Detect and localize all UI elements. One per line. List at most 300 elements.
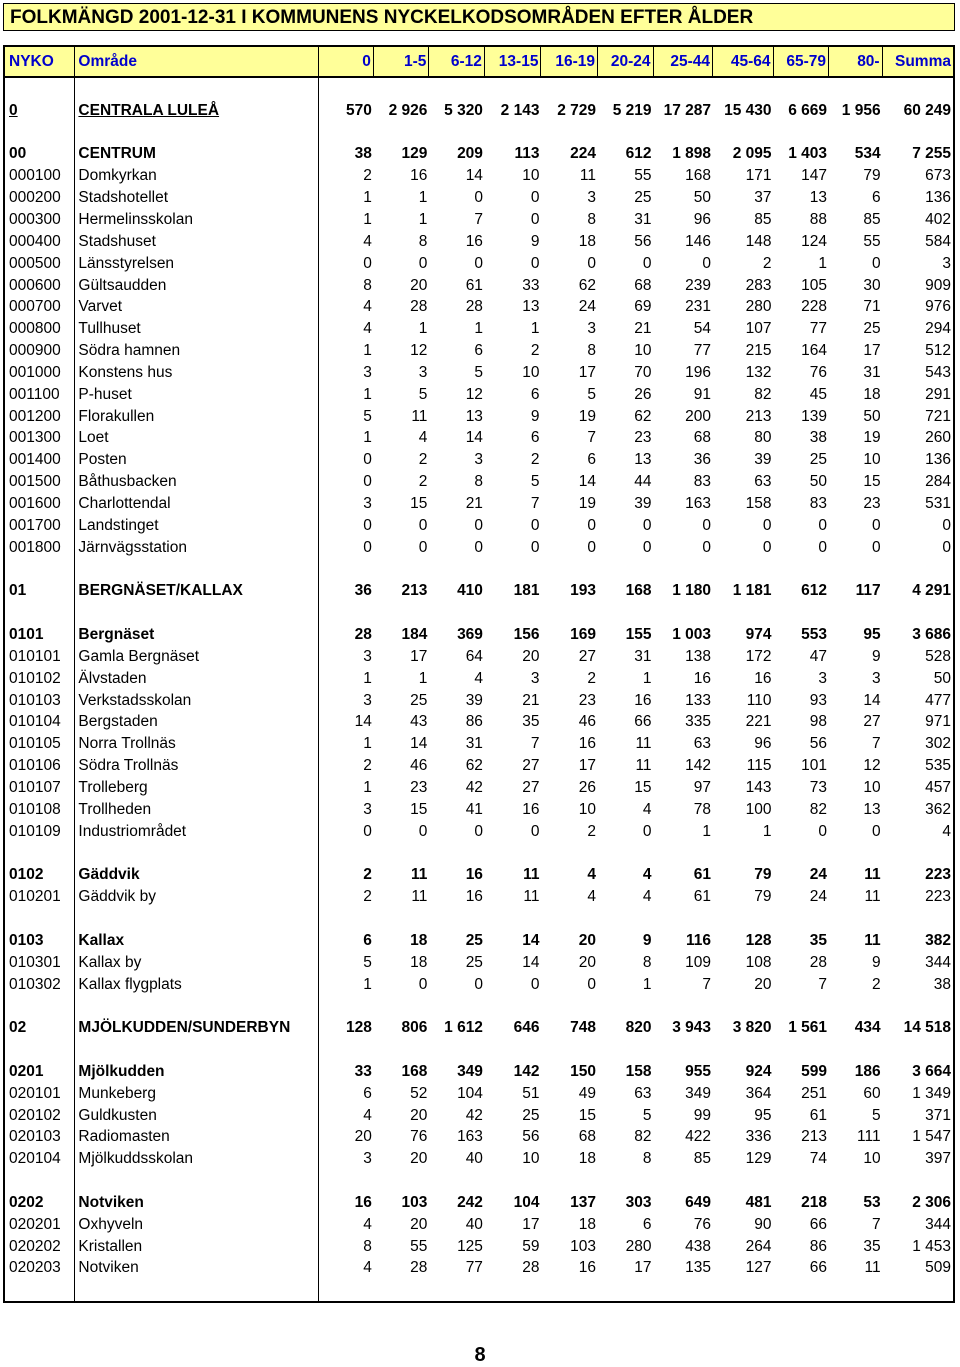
value-cell: 14: [578, 473, 596, 491]
value-cell: [374, 1170, 430, 1192]
value-cell: 2: [762, 254, 772, 272]
area-cell: [75, 122, 319, 144]
value-cell: 1: [702, 822, 712, 840]
value-cell: 24: [809, 866, 828, 884]
table-row: [5, 362, 953, 384]
value-cell: [713, 995, 773, 1017]
value-cell: 36: [693, 451, 712, 469]
area-cell: Industriområdet: [75, 821, 319, 843]
area-cell: [75, 908, 319, 930]
value-cell: 4: [363, 320, 372, 338]
value-cell: 6 669: [788, 101, 828, 119]
value-cell: 27: [522, 778, 540, 796]
value-cell: 1: [363, 385, 372, 403]
value-cell: 47: [809, 647, 828, 665]
value-cell: 101: [801, 757, 828, 775]
area-cell: Stadshotellet: [75, 187, 319, 209]
value-cell: 10: [522, 1150, 540, 1168]
value-cell: 23: [863, 494, 881, 512]
value-cell: 0: [363, 516, 372, 534]
column-header: 25-44: [654, 47, 714, 76]
area-cell: Kristallen: [75, 1236, 319, 1258]
table-row: [5, 493, 953, 515]
value-cell: 599: [801, 1062, 828, 1080]
value-cell: 69: [634, 298, 652, 316]
value-cell: 3: [942, 254, 951, 272]
table-row: [5, 253, 953, 275]
value-cell: 55: [634, 167, 652, 185]
nyko-cell: 000900: [5, 340, 75, 362]
nyko-cell: [5, 908, 75, 930]
table-row: [5, 1083, 953, 1105]
value-cell: 13: [809, 189, 828, 207]
value-cell: 4: [363, 1215, 372, 1233]
value-cell: 31: [465, 735, 483, 753]
value-cell: 457: [925, 778, 951, 796]
value-cell: 117: [855, 582, 881, 600]
value-cell: [485, 78, 542, 100]
value-cell: 4: [474, 669, 483, 687]
value-cell: 25: [465, 953, 483, 971]
table-row: [5, 864, 953, 886]
value-cell: 9: [871, 647, 881, 665]
value-cell: 213: [401, 582, 428, 600]
table-row: [5, 668, 953, 690]
value-cell: 59: [522, 1237, 540, 1255]
value-cell: 104: [457, 1084, 483, 1102]
value-cell: 18: [410, 953, 428, 971]
column-header: 80-: [829, 47, 883, 76]
value-cell: 24: [578, 298, 596, 316]
value-cell: [713, 843, 773, 865]
value-cell: 39: [634, 494, 652, 512]
value-cell: 6: [363, 1084, 372, 1102]
value-cell: 63: [754, 473, 772, 491]
nyko-cell: 000700: [5, 296, 75, 318]
value-cell: 5: [363, 953, 372, 971]
value-cell: 509: [925, 1259, 951, 1277]
value-cell: [774, 1039, 830, 1061]
value-cell: 16: [754, 669, 772, 687]
value-cell: 294: [925, 320, 951, 338]
nyko-cell: 001300: [5, 428, 75, 450]
value-cell: [883, 78, 953, 100]
value-cell: 2: [418, 451, 428, 469]
nyko-cell: 020202: [5, 1236, 75, 1258]
value-cell: 535: [925, 757, 951, 775]
value-cell: 1 547: [912, 1128, 951, 1146]
value-cell: 21: [465, 494, 483, 512]
value-cell: 2 306: [912, 1193, 951, 1211]
value-cell: [829, 559, 883, 581]
value-cell: 955: [685, 1062, 712, 1080]
value-cell: 28: [410, 298, 428, 316]
value-cell: 18: [863, 385, 881, 403]
value-cell: 168: [401, 1062, 428, 1080]
value-cell: 28: [410, 1259, 428, 1277]
value-cell: 14: [465, 167, 483, 185]
area-cell: Trolleberg: [75, 777, 319, 799]
value-cell: [654, 602, 714, 624]
nyko-cell: [5, 1170, 75, 1192]
value-cell: 0: [363, 473, 372, 491]
value-cell: 1 612: [444, 1019, 483, 1037]
value-cell: 129: [745, 1150, 772, 1168]
value-cell: [829, 1039, 883, 1061]
area-cell: CENTRALA LULEÅ: [75, 100, 319, 122]
value-cell: 146: [685, 232, 712, 250]
value-cell: [713, 602, 773, 624]
value-cell: [598, 1170, 654, 1192]
table-row: [5, 624, 953, 646]
value-cell: 80: [754, 429, 772, 447]
value-cell: 1: [363, 429, 372, 447]
value-cell: 0: [702, 516, 712, 534]
value-cell: [774, 843, 830, 865]
page-number: 8: [474, 1344, 486, 1366]
value-cell: [829, 122, 883, 144]
value-cell: 1: [642, 975, 652, 993]
value-cell: 20: [754, 975, 772, 993]
value-cell: 148: [745, 232, 772, 250]
value-cell: 11: [864, 888, 881, 906]
value-cell: 171: [745, 167, 772, 185]
nyko-cell: 001200: [5, 406, 75, 428]
value-cell: 26: [578, 778, 596, 796]
value-cell: 0: [942, 516, 951, 534]
value-cell: 17: [410, 647, 428, 665]
value-cell: 27: [522, 757, 540, 775]
value-cell: 133: [685, 691, 712, 709]
value-cell: 0: [363, 451, 372, 469]
value-cell: [883, 843, 953, 865]
value-cell: 77: [465, 1259, 483, 1277]
value-cell: 71: [863, 298, 881, 316]
value-cell: 17: [522, 1215, 540, 1233]
value-cell: 100: [745, 800, 772, 818]
value-cell: 0: [474, 516, 483, 534]
value-cell: 3: [363, 494, 372, 512]
value-cell: 35: [863, 1237, 881, 1255]
area-cell: Gültsaudden: [75, 275, 319, 297]
table-row: [5, 428, 953, 450]
value-cell: [829, 995, 883, 1017]
value-cell: 0: [530, 538, 540, 556]
value-cell: 438: [685, 1237, 712, 1255]
nyko-cell: 000600: [5, 275, 75, 297]
value-cell: 0: [474, 822, 483, 840]
value-cell: [713, 122, 773, 144]
value-cell: 2: [363, 757, 372, 775]
table-row: [5, 144, 953, 166]
value-cell: 4: [418, 429, 428, 447]
area-cell: Gamla Bergnäset: [75, 646, 319, 668]
nyko-cell: 000200: [5, 187, 75, 209]
value-cell: 13: [863, 800, 881, 818]
value-cell: 16: [693, 669, 712, 687]
value-cell: 25: [522, 1106, 540, 1124]
value-cell: 344: [925, 953, 951, 971]
value-cell: 3: [363, 363, 372, 381]
value-cell: 56: [522, 1128, 540, 1146]
value-cell: 60: [863, 1084, 881, 1102]
nyko-cell: 000300: [5, 209, 75, 231]
value-cell: [429, 1279, 485, 1301]
value-cell: 5: [474, 363, 483, 381]
value-cell: 25: [809, 451, 828, 469]
value-cell: 138: [685, 647, 712, 665]
value-cell: [485, 995, 542, 1017]
value-cell: 16: [578, 1259, 596, 1277]
value-cell: [319, 1039, 374, 1061]
value-cell: 111: [857, 1128, 881, 1146]
nyko-cell: 000100: [5, 165, 75, 187]
value-cell: 4: [642, 800, 652, 818]
value-cell: 1: [363, 210, 372, 228]
value-cell: [485, 1279, 542, 1301]
nyko-cell: 010107: [5, 777, 75, 799]
area-cell: Mjölkuddsskolan: [75, 1148, 319, 1170]
value-cell: 186: [854, 1062, 881, 1080]
value-cell: 19: [578, 494, 596, 512]
value-cell: [319, 559, 374, 581]
value-cell: 976: [925, 298, 951, 316]
area-cell: Konstens hus: [75, 362, 319, 384]
nyko-cell: [5, 122, 75, 144]
value-cell: 8: [363, 1237, 372, 1255]
value-cell: 136: [925, 451, 951, 469]
value-cell: 156: [513, 626, 540, 644]
value-cell: [429, 602, 485, 624]
column-header: 16-19: [541, 47, 598, 76]
column-header: 6-12: [429, 47, 485, 76]
value-cell: 62: [634, 407, 652, 425]
value-cell: 280: [625, 1237, 652, 1255]
value-cell: 0: [818, 538, 828, 556]
area-cell: [75, 78, 319, 100]
value-cell: 66: [634, 713, 652, 731]
value-cell: 0: [474, 254, 483, 272]
column-header: NYKO: [5, 47, 75, 76]
value-cell: 8: [642, 953, 652, 971]
value-cell: 3: [418, 363, 428, 381]
value-cell: 5: [418, 385, 428, 403]
area-cell: Gäddvik by: [75, 886, 319, 908]
value-cell: 85: [863, 210, 881, 228]
value-cell: [829, 908, 883, 930]
value-cell: 2: [587, 822, 596, 840]
value-cell: 584: [925, 232, 951, 250]
value-cell: 570: [346, 101, 372, 119]
area-cell: Hermelinsskolan: [75, 209, 319, 231]
area-cell: [75, 1039, 319, 1061]
table-row: [5, 1127, 953, 1149]
value-cell: [654, 559, 714, 581]
nyko-cell: 020101: [5, 1083, 75, 1105]
value-cell: 5: [642, 1106, 652, 1124]
value-cell: 85: [754, 210, 772, 228]
value-cell: 3: [818, 669, 828, 687]
value-cell: 10: [863, 1150, 881, 1168]
value-cell: 66: [809, 1259, 828, 1277]
value-cell: 6: [530, 385, 540, 403]
value-cell: 16: [465, 232, 483, 250]
value-cell: 364: [745, 1084, 772, 1102]
value-cell: [598, 908, 654, 930]
value-cell: 213: [801, 1128, 828, 1146]
value-cell: 62: [578, 276, 596, 294]
value-cell: 78: [693, 800, 712, 818]
value-cell: 16: [354, 1193, 372, 1211]
value-cell: 344: [925, 1215, 951, 1233]
table-row: [5, 755, 953, 777]
value-cell: 85: [693, 1150, 712, 1168]
value-cell: 97: [693, 778, 712, 796]
value-cell: 14: [522, 953, 540, 971]
value-cell: [541, 78, 598, 100]
value-cell: 1: [642, 669, 652, 687]
value-cell: 35: [522, 713, 540, 731]
nyko-cell: 010101: [5, 646, 75, 668]
area-cell: Guldkusten: [75, 1105, 319, 1127]
value-cell: 721: [925, 407, 951, 425]
table-row: [5, 406, 953, 428]
value-cell: 19: [578, 407, 596, 425]
value-cell: 17: [578, 363, 596, 381]
value-cell: 15: [410, 494, 428, 512]
value-cell: [374, 1039, 430, 1061]
value-cell: 31: [863, 363, 881, 381]
value-cell: 6: [474, 342, 483, 360]
area-cell: [75, 995, 319, 1017]
value-cell: 107: [745, 320, 772, 338]
value-cell: [541, 843, 598, 865]
value-cell: [774, 1170, 830, 1192]
value-cell: 1 956: [841, 101, 881, 119]
value-cell: 1: [418, 189, 428, 207]
value-cell: [654, 1279, 714, 1301]
value-cell: 397: [925, 1150, 951, 1168]
value-cell: 15: [863, 473, 881, 491]
value-cell: 1: [363, 735, 372, 753]
value-cell: 646: [513, 1019, 540, 1037]
value-cell: 83: [809, 494, 828, 512]
value-cell: [774, 602, 830, 624]
value-cell: 15: [634, 778, 652, 796]
value-cell: 291: [925, 385, 951, 403]
value-cell: 44: [634, 473, 652, 491]
value-cell: 103: [401, 1193, 428, 1211]
value-cell: 1: [363, 669, 372, 687]
area-cell: Landstinget: [75, 515, 319, 537]
value-cell: [429, 908, 485, 930]
value-cell: [374, 843, 430, 865]
value-cell: [429, 78, 485, 100]
value-cell: 9: [530, 232, 540, 250]
table-row: [5, 777, 953, 799]
value-cell: 251: [801, 1084, 828, 1102]
value-cell: 6: [871, 189, 881, 207]
value-cell: 37: [754, 189, 772, 207]
value-cell: 3: [587, 189, 596, 207]
value-cell: 63: [634, 1084, 652, 1102]
value-cell: 0: [418, 975, 428, 993]
value-cell: 924: [745, 1062, 772, 1080]
nyko-cell: 010301: [5, 952, 75, 974]
area-cell: BERGNÄSET/KALLAX: [75, 580, 319, 602]
value-cell: 61: [693, 866, 712, 884]
value-cell: 125: [457, 1237, 483, 1255]
value-cell: 1 403: [788, 145, 828, 163]
area-cell: P-huset: [75, 384, 319, 406]
value-cell: 41: [465, 800, 483, 818]
spacer-row: [5, 843, 953, 865]
value-cell: [598, 78, 654, 100]
value-cell: 68: [578, 1128, 596, 1146]
spacer-row: [5, 78, 953, 100]
value-cell: 99: [693, 1106, 712, 1124]
value-cell: 4: [363, 232, 372, 250]
table-row: [5, 318, 953, 340]
nyko-cell: [5, 78, 75, 100]
value-cell: 13: [634, 451, 652, 469]
value-cell: 115: [746, 757, 772, 775]
value-cell: 15 430: [724, 101, 772, 119]
area-cell: Båthusbacken: [75, 471, 319, 493]
value-cell: [829, 1170, 883, 1192]
area-cell: Kallax: [75, 930, 319, 952]
value-cell: 0: [530, 975, 540, 993]
table-row: [5, 1105, 953, 1127]
area-cell: Notviken: [75, 1192, 319, 1214]
value-cell: 3: [363, 800, 372, 818]
table-row: [5, 821, 953, 843]
nyko-cell: [5, 1039, 75, 1061]
value-cell: 0: [818, 822, 828, 840]
spacer-row: [5, 1039, 953, 1061]
area-cell: Gäddvik: [75, 864, 319, 886]
value-cell: [319, 843, 374, 865]
value-cell: [485, 602, 542, 624]
value-cell: 42: [465, 778, 483, 796]
column-header: Summa: [894, 52, 951, 70]
value-cell: 55: [410, 1237, 428, 1255]
column-header: 20-24: [598, 47, 654, 76]
nyko-cell: 000800: [5, 318, 75, 340]
value-cell: 16: [634, 691, 652, 709]
value-cell: 150: [570, 1062, 596, 1080]
value-cell: 142: [513, 1062, 540, 1080]
value-cell: 4: [363, 298, 372, 316]
table-row: [5, 231, 953, 253]
value-cell: 11: [523, 866, 540, 884]
value-cell: 12: [465, 385, 483, 403]
table-body: [5, 78, 953, 1301]
value-cell: 512: [925, 342, 951, 360]
value-cell: 76: [693, 1215, 712, 1233]
value-cell: 18: [410, 931, 428, 949]
column-header: 65-79: [774, 47, 830, 76]
table-row: [5, 449, 953, 471]
value-cell: [713, 78, 773, 100]
value-cell: 806: [401, 1019, 428, 1037]
value-cell: 1: [363, 975, 372, 993]
area-cell: Älvstaden: [75, 668, 319, 690]
area-cell: Radiomasten: [75, 1127, 319, 1149]
value-cell: 369: [457, 626, 483, 644]
value-cell: 11: [523, 888, 540, 906]
value-cell: 223: [925, 866, 951, 884]
